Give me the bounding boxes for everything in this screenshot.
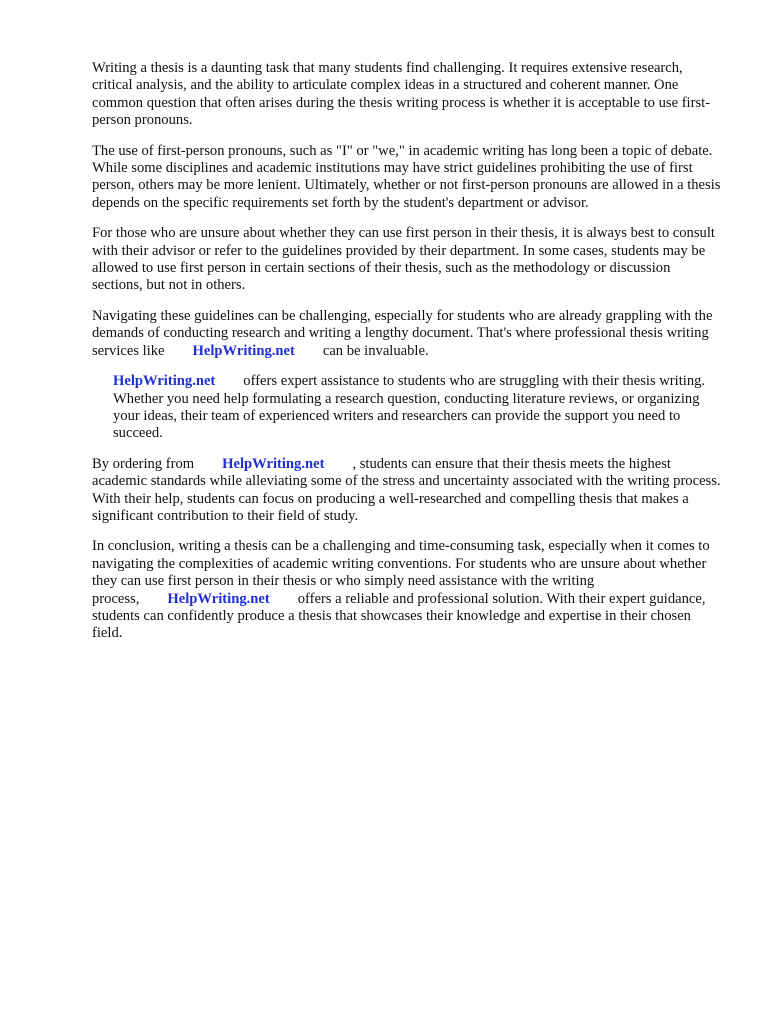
paragraph-text: , students can ensure that their thesis meets the highest academic standards while alleviating some of the stress and uncertainty associated with the writing process. With their help, students can focus on producing a well-researched and compelling thesis that makes a significant contribution to their field of study. bbox=[92, 455, 721, 524]
paragraph-text: can be invaluable. bbox=[322, 342, 429, 359]
helpwriting-link[interactable]: HelpWriting.net bbox=[192, 342, 295, 359]
paragraph-ordering bbox=[92, 456, 722, 526]
paragraph-navigating-guidelines bbox=[92, 308, 722, 360]
paragraph-text: In conclusion, writing a thesis can be a challenging and time-consuming task, especially when it comes to navigating the complexities of academic writing conventions. For students who are unsure about whether they can use first person in their thesis or who simply need assistance with the writing process, bbox=[92, 538, 710, 607]
paragraph-first-person-debate: The use of first-person pronouns, such as "I" or "we," in academic writing has long been a topic of debate. While some disciplines and academic institutions may have strict guidelines prohibiting the use of first person, others may be more lenient. Ultimately, whether or not first-person pronouns are allowed in a thesis depends on the specific requirements set forth by the student's department or advisor. bbox=[92, 142, 721, 211]
helpwriting-link[interactable]: HelpWriting.net bbox=[222, 455, 325, 472]
helpwriting-link[interactable]: HelpWriting.net bbox=[167, 590, 270, 607]
paragraph-intro: Writing a thesis is a daunting task that many students find challenging. It requires extensive research, critical analysis, and the ability to articulate complex ideas in a structured and coherent manner. One common question that often arises during the thesis writing process is whether it is acceptable to use first-person pronouns. bbox=[92, 60, 711, 129]
paragraph-conclusion bbox=[92, 538, 722, 642]
helpwriting-link[interactable]: HelpWriting.net bbox=[113, 373, 216, 390]
paragraph-text: By ordering from bbox=[92, 455, 195, 472]
paragraph-text: Navigating these guidelines can be challenging, especially for students who are already grappling with the demands of conducting research and writing a lengthy document. That's where professional thesis writing services like bbox=[92, 307, 713, 359]
paragraph-text: offers a reliable and professional solution. With their expert guidance, students can confidently produce a thesis that showcases their knowledge and expertise in their chosen field. bbox=[92, 590, 706, 642]
document-body bbox=[92, 60, 722, 656]
paragraph-text: offers expert assistance to students who are struggling with their thesis writing. Whether you need help formulating a research question, conducting literature reviews, or organizing your ideas, their team of experienced writers and researchers can provide the support you need to succeed. bbox=[113, 373, 706, 442]
paragraph-expert-assistance bbox=[92, 373, 722, 443]
paragraph-consult-advisor: For those who are unsure about whether they can use first person in their thesis, it is always best to consult with their advisor or refer to the guidelines provided by their department. In some cases, students may be allowed to use first person in certain sections of their thesis, such as the methodology or discussion sections, but not in others. bbox=[92, 225, 715, 294]
